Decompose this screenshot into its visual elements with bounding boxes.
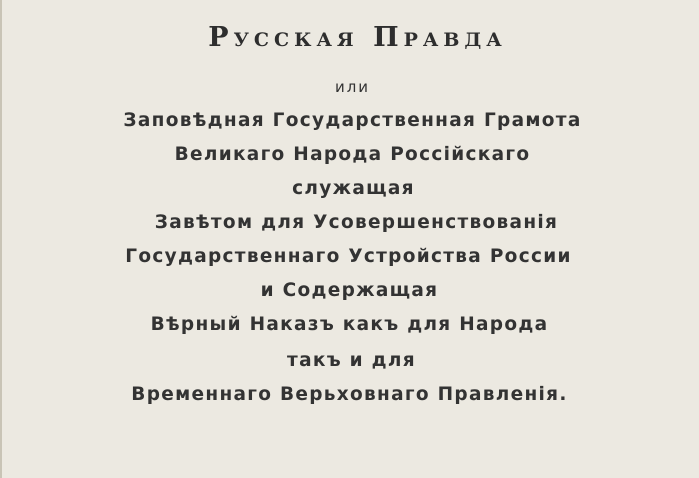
text-line-7: Вѣрный Наказъ какъ для Народа	[150, 314, 549, 335]
text-line-5: Государственнаго Устройства России	[125, 246, 572, 267]
document-title: Русская Правда	[208, 22, 507, 53]
text-line-6: и Содержащая	[260, 280, 439, 301]
text-line-9: Временнаго Верьховнаго Правленія.	[131, 384, 568, 405]
text-line-1: Заповѣдная Государственная Грамота	[123, 110, 582, 131]
page-edge	[0, 0, 2, 478]
text-line-3: служащая	[292, 178, 415, 199]
text-line-8: такъ и для	[287, 350, 416, 371]
text-line-2: Великаго Народа Россійскаго	[174, 144, 531, 165]
connector-text: или	[334, 78, 371, 96]
text-line-4: Завѣтом для Усовершенствованія	[154, 212, 559, 233]
